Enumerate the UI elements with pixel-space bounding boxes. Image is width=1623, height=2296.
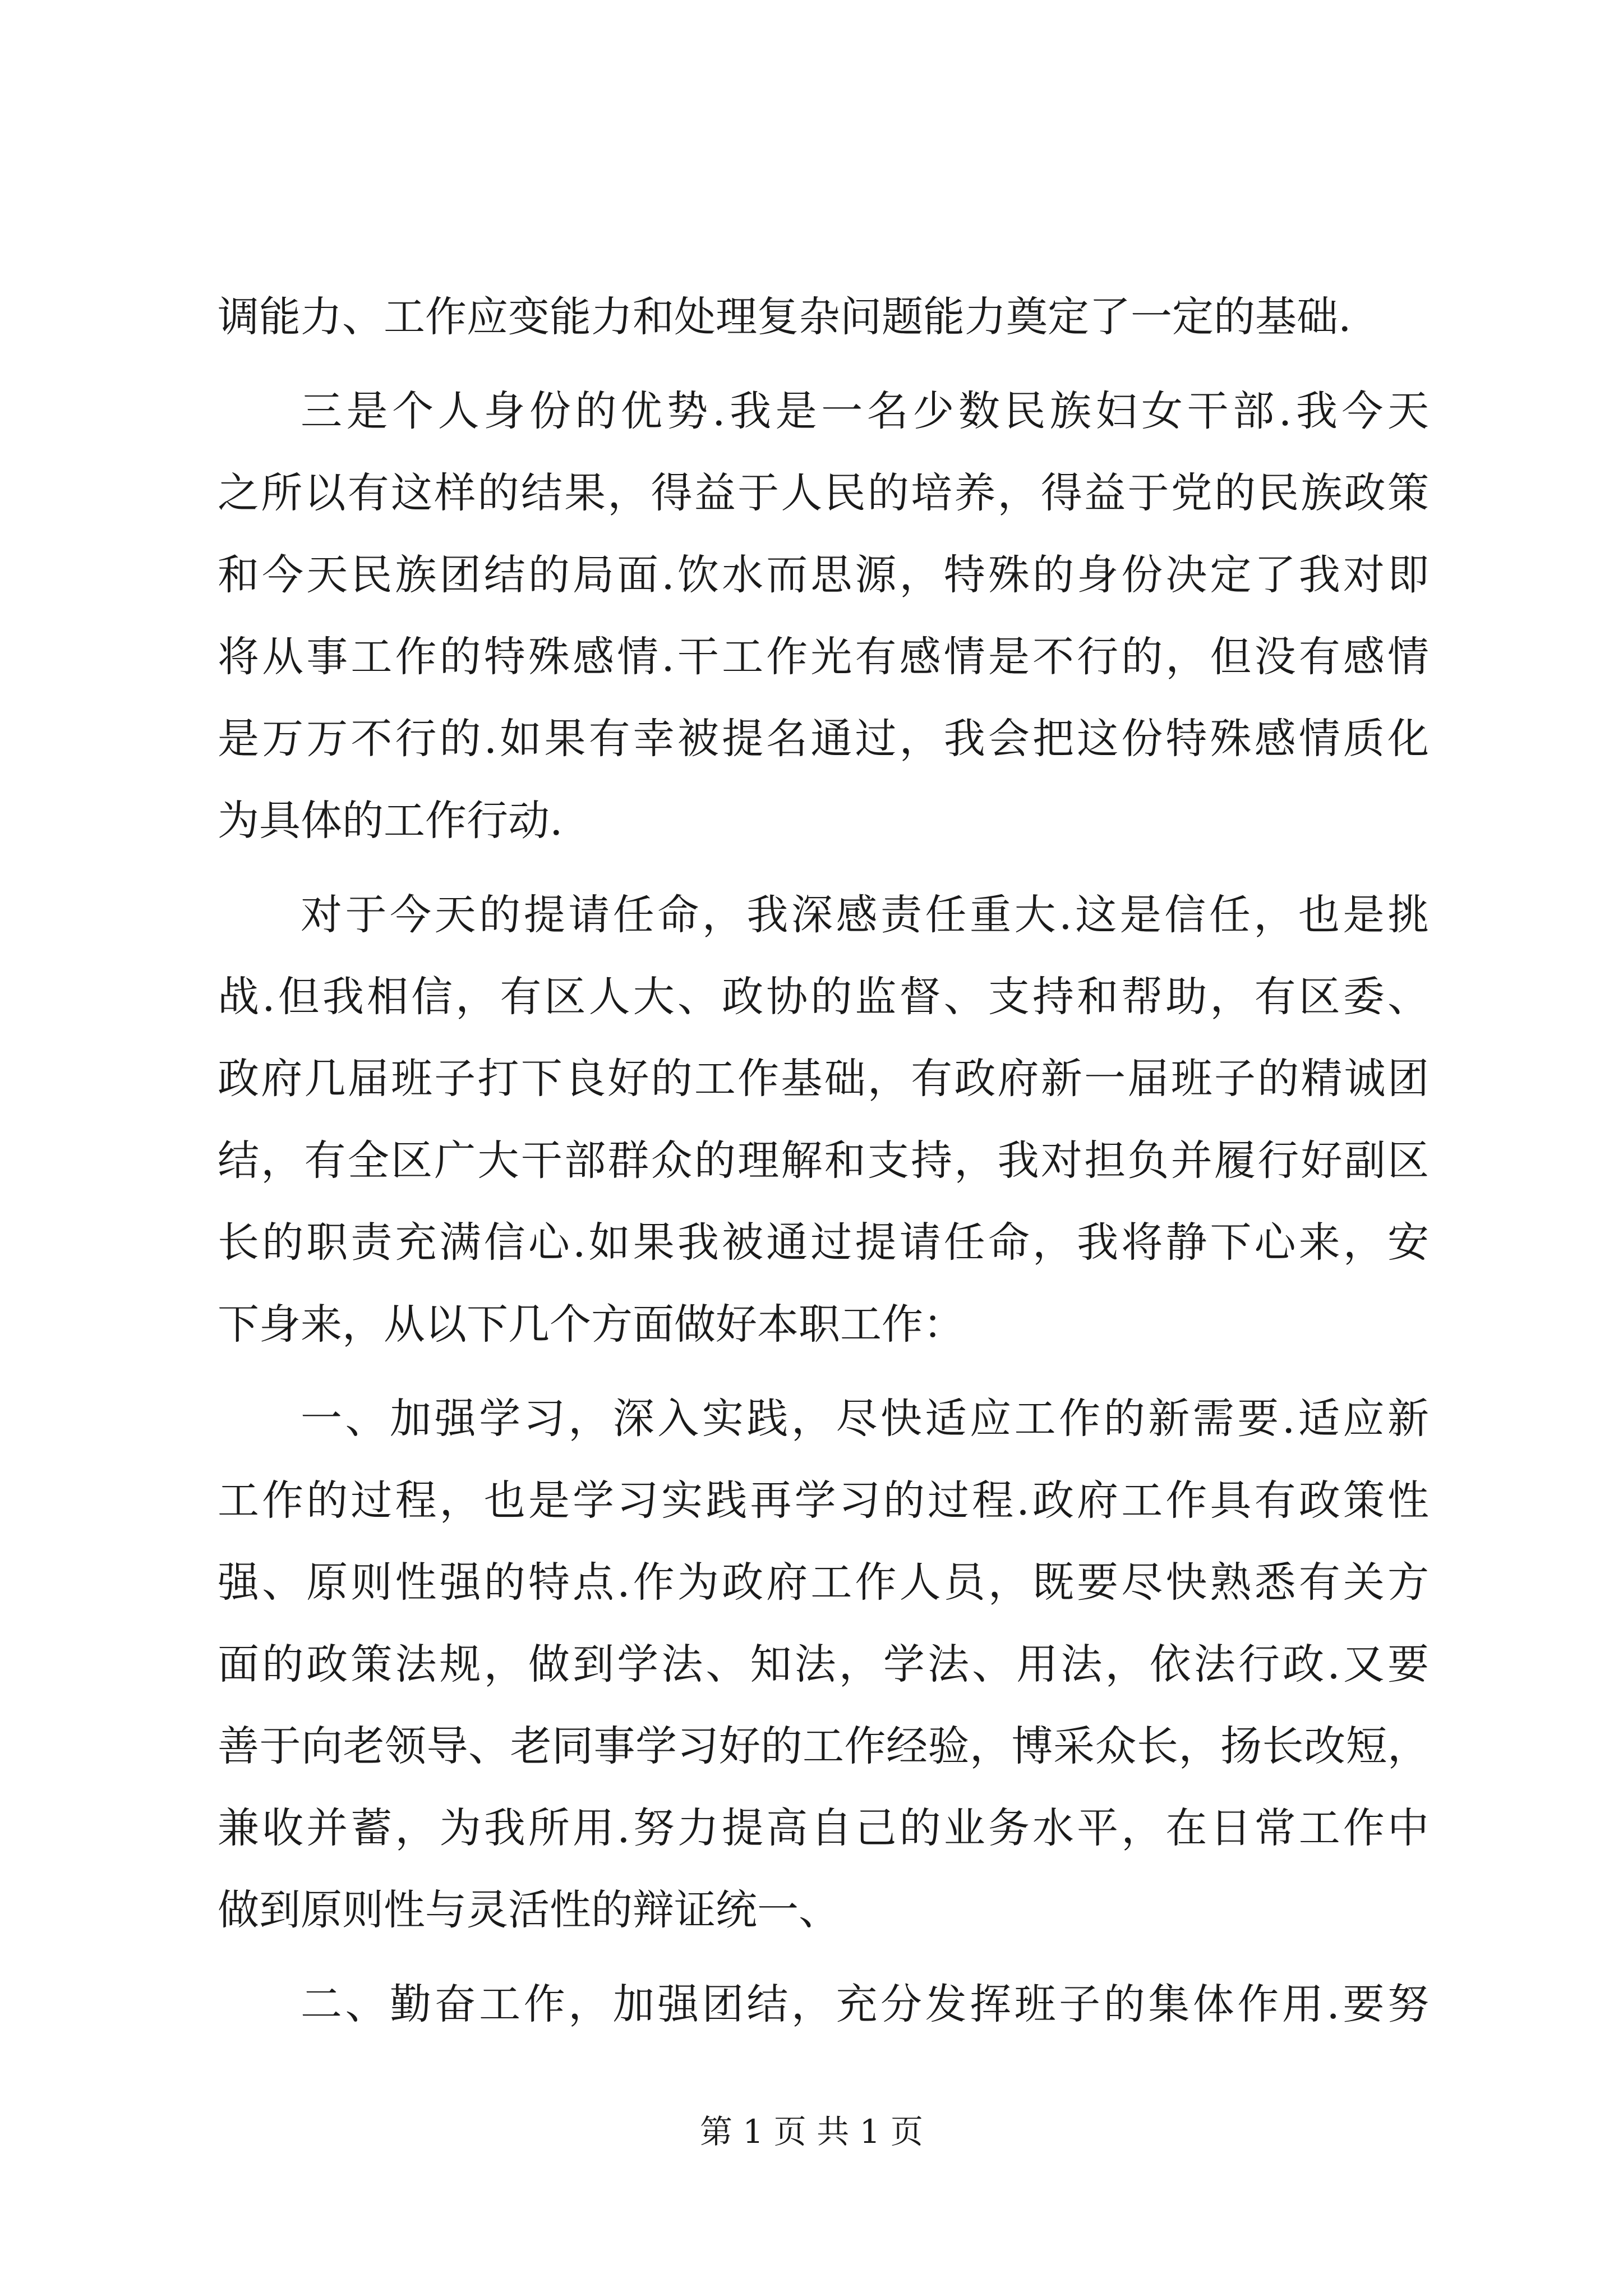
text-line: 是万万不行的.如果有幸被提名通过，我会把这份特殊感情质化 [218, 715, 1429, 763]
text-line: 长的职责充满信心.如果我被通过提请任命，我将静下心来，安 [218, 1218, 1429, 1267]
page-footer [0, 2109, 1623, 2154]
text-line: 政府几届班子打下良好的工作基础，有政府新一届班子的精诚团 [218, 1055, 1429, 1103]
text-line: 工作的过程，也是学习实践再学习的过程.政府工作具有政策性 [218, 1476, 1429, 1525]
text-line: 一、加强学习，深入实践，尽快适应工作的新需要.适应新 [301, 1395, 1429, 1443]
text-line: 结，有全区广大干部群众的理解和支持，我对担负并履行好副区 [218, 1137, 1429, 1185]
text-line: 之所以有这样的结果，得益于人民的培养，得益于党的民族政策 [218, 469, 1429, 517]
text-line: 兼收并蓄，为我所用.努力提高自己的业务水平，在日常工作中 [218, 1804, 1429, 1852]
text-line: 三是个人身份的优势.我是一名少数民族妇女干部.我今天 [301, 387, 1429, 435]
text-line: 调能力、工作应变能力和处理复杂问题能力奠定了一定的基础. [218, 293, 1352, 341]
text-line: 面的政策法规，做到学法、知法，学法、用法，依法行政.又要 [218, 1640, 1429, 1688]
text-line: 和今天民族团结的局面.饮水而思源，特殊的身份决定了我对即 [218, 551, 1429, 599]
text-line: 对于今天的提请任命，我深感责任重大.这是信任，也是挑 [301, 891, 1429, 939]
text-line: 善于向老领导、老同事学习好的工作经验，博采众长，扬长改短， [218, 1722, 1429, 1770]
text-line: 做到原则性与灵活性的辩证统一、 [218, 1886, 840, 1934]
text-line: 二、勤奋工作，加强团结，充分发挥班子的集体作用.要努 [301, 1980, 1429, 2028]
text-line: 下身来，从以下几个方面做好本职工作： [218, 1300, 965, 1349]
text-line: 战.但我相信，有区人大、政协的监督、支持和帮助，有区委、 [218, 973, 1429, 1021]
text-line: 将从事工作的特殊感情.干工作光有感情是不行的，但没有感情 [218, 633, 1429, 681]
text-line: 为具体的工作行动. [218, 797, 563, 845]
text-line: 强、原则性强的特点.作为政府工作人员，既要尽快熟悉有关方 [218, 1558, 1429, 1607]
document-body [218, 276, 1429, 2045]
page-number-label: 第 1 页 共 1 页 [700, 2113, 923, 2151]
